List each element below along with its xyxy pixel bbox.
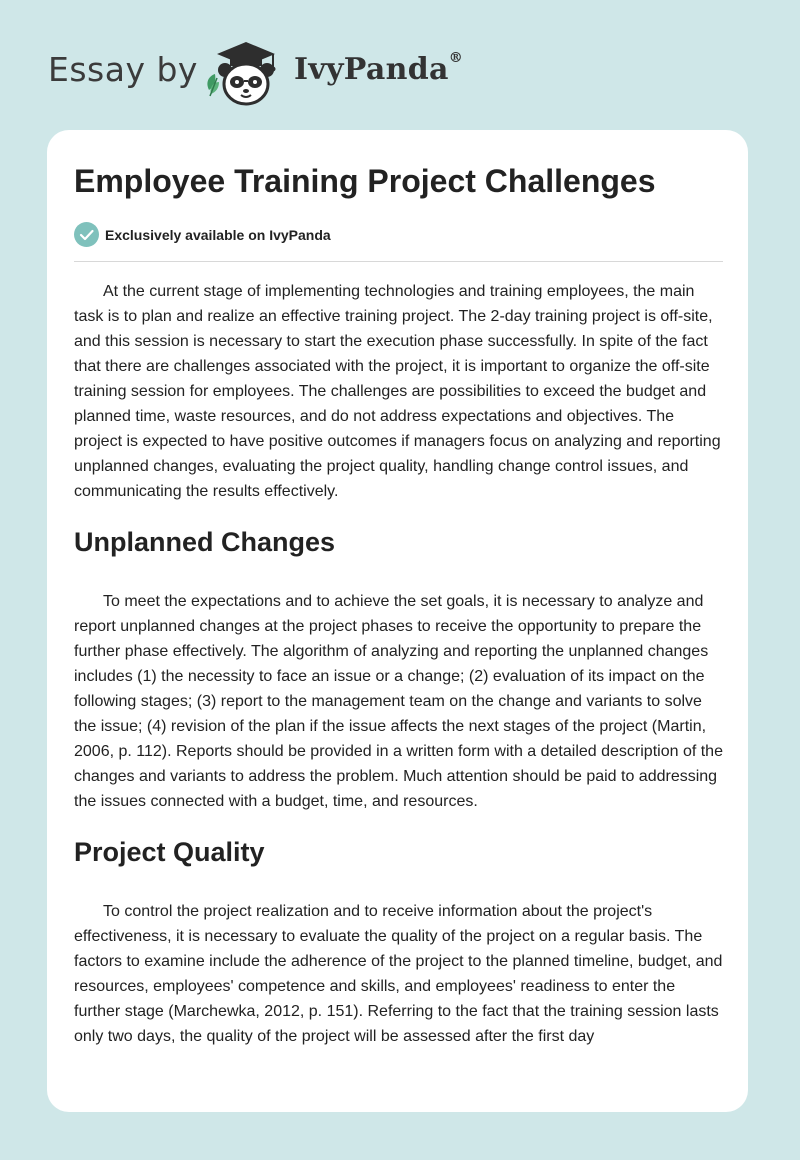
section-heading-unplanned-changes: Unplanned Changes [74, 527, 336, 557]
brand-name[interactable] [294, 52, 463, 87]
panda-graduate-icon[interactable] [203, 38, 289, 108]
article-card [47, 130, 748, 1112]
exclusive-badge [74, 222, 331, 247]
brand-text: IvyPanda [294, 52, 449, 87]
intro-paragraph: At the current stage of implementing technologies and training employees, the main task is to plan and realize an effective training project. The 2-day training project is off-site, and this session is necessary to start the execution phase successfully. In spite of the fact that there are challenges associated with the project, it is important to organize the off-site training session for employees. The challenges are possibilities to exceed the budget and planned time, waste resources, and do not address expectations and objectives. The project is expected to have positive outcomes if managers focus on analyzing and reporting unplanned changes, evaluating the project quality, handling change control issues, and communicating the results effectively. [74, 283, 721, 500]
page-title: Employee Training Project Challenges [74, 163, 656, 199]
essay-by-label: Essay by [48, 50, 198, 89]
section-heading-project-quality: Project Quality [74, 837, 265, 867]
article-body [74, 278, 725, 1049]
section-paragraph-project-quality: To control the project realization and to receive information about the project's effectiveness, it is necessary to evaluate the quality of the project on a regular basis. The factors to examine include the adherence of the project to the planned timeline, budget, and resources, employees' competence and skills, and employees' readiness to enter the further stage (Marchewka, 2012, p. 151). Referring to the fact that the training session lasts only two days, the quality of the project will be assessed after the first day [74, 903, 723, 1045]
registered-mark: ® [448, 50, 464, 66]
exclusive-badge-label: Exclusively available on IvyPanda [105, 226, 331, 243]
title-divider [74, 261, 723, 262]
site-header [0, 0, 800, 120]
section-paragraph-unplanned-changes: To meet the expectations and to achieve the set goals, it is necessary to analyze and report unplanned changes at the project phases to receive the opportunity to prepare the further phase effectively. The algorithm of analyzing and reporting the unplanned changes includes (1) the necessity to face an issue or a change; (2) evaluation of its impact on the following stages; (3) report to the management team on the change and variants to solve the issue; (4) revision of the plan if the issue affects the next stages of the project (Martin, 2006, p. 112). Reports should be provided in a written form with a detailed description of the changes and variants to address the problem. Much attention should be paid to addressing the issues connected with a budget, time, and resources. [74, 593, 723, 810]
checkmark-circle-icon [74, 222, 99, 247]
